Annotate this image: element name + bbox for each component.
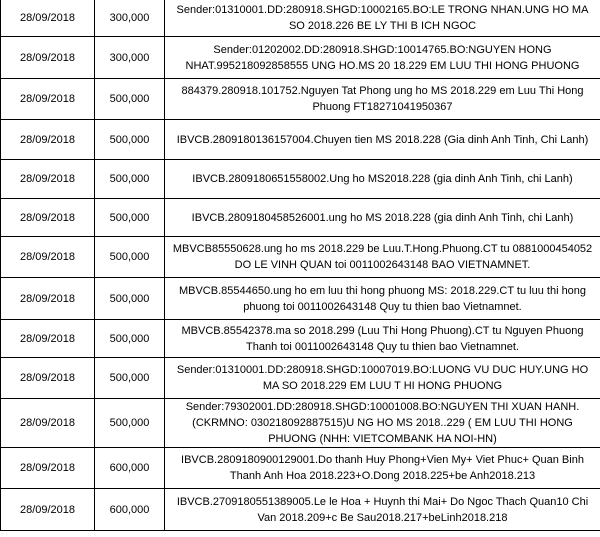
table-row — [1, 320, 600, 358]
description-cell: Sender:79302001.DD:280918.SHGD:10001008.BO:NGUYEN THI XUAN HANH.(CKRMNO: 030218092887515)U NG HO MS 2018..229 ( EM LUU THI HONG PHUONG (NHH: VIETCOMBANK HA NOI-HN) — [165, 399, 600, 448]
amount-cell: 500,000 — [95, 79, 165, 120]
amount-cell: 500,000 — [95, 320, 165, 358]
table-row — [1, 199, 600, 237]
amount-cell: 500,000 — [95, 120, 165, 160]
description-cell: MBVCB.85544650.ung ho em luu thi hong phuong MS: 2018.229.CT tu luu thi hong phuong toi 0011002643148 Quy tu thien bao Vietnamnet. — [165, 278, 600, 320]
table-row — [1, 448, 600, 489]
amount-cell: 500,000 — [95, 278, 165, 320]
table-row — [1, 160, 600, 199]
date-cell: 28/09/2018 — [1, 0, 95, 37]
date-cell: 28/09/2018 — [1, 448, 95, 489]
table-row — [1, 237, 600, 278]
date-cell: 28/09/2018 — [1, 160, 95, 199]
amount-cell: 600,000 — [95, 448, 165, 489]
description-cell: 884379.280918.101752.Nguyen Tat Phong ung ho MS 2018.229 em Luu Thi Hong Phuong FT18271041950367 — [165, 79, 600, 120]
amount-cell: 300,000 — [95, 37, 165, 79]
table-row — [1, 489, 600, 531]
description-cell: IBVCB.2709180551389005.Le le Hoa + Huynh thi Mai+ Do Ngoc Thach Quan10 Chi Van 2018.209+c Be Sau2018.217+beLinh2018.218 — [165, 489, 600, 531]
amount-cell: 500,000 — [95, 160, 165, 199]
table-row — [1, 358, 600, 399]
description-cell: MBVCB85550628.ung ho ms 2018.229 be Luu.T.Hong.Phuong.CT tu 0881000454052 DO LE VINH QUAN toi 0011002643148 BAO VIETNAMNET. — [165, 237, 600, 278]
date-cell: 28/09/2018 — [1, 320, 95, 358]
table-row — [1, 37, 600, 79]
date-cell: 28/09/2018 — [1, 199, 95, 237]
amount-cell: 500,000 — [95, 237, 165, 278]
amount-cell: 600,000 — [95, 489, 165, 531]
description-cell: IBVCB.2809180458526001.ung ho MS 2018.228 (gia dinh Anh Tinh, chi Lanh) — [165, 199, 600, 237]
amount-cell: 500,000 — [95, 358, 165, 399]
description-cell: IBVCB.2809180651558002.Ung ho MS2018.228 (gia dinh Anh Tinh, chi Lanh) — [165, 160, 600, 199]
amount-cell: 500,000 — [95, 199, 165, 237]
date-cell: 28/09/2018 — [1, 237, 95, 278]
description-cell: Sender:01310001.DD:280918.SHGD:10007019.BO:LUONG VU DUC HUY.UNG HO MA SO 2018.229 EM LUU T HI HONG PHUONG — [165, 358, 600, 399]
date-cell: 28/09/2018 — [1, 79, 95, 120]
date-cell: 28/09/2018 — [1, 278, 95, 320]
date-cell: 28/09/2018 — [1, 489, 95, 531]
description-cell: MBVCB.85542378.ma so 2018.299 (Luu Thi Hong Phuong).CT tu Nguyen Phuong Thanh toi 0011002643148 Quy tu thien bao Vietnamnet. — [165, 320, 600, 358]
date-cell: 28/09/2018 — [1, 399, 95, 448]
table-row — [1, 399, 600, 448]
description-cell: IBVCB.2809180900129001.Do thanh Huy Phong+Vien My+ Viet Phuc+ Quan Binh Thanh Anh Hoa 2018.223+O.Dong 2018.225+be Anh2018.213 — [165, 448, 600, 489]
table-row — [1, 79, 600, 120]
date-cell: 28/09/2018 — [1, 37, 95, 79]
amount-cell: 500,000 — [95, 399, 165, 448]
description-cell: Sender:01310001.DD:280918.SHGD:10002165.BO:LE TRONG NHAN.UNG HO MA SO 2018.226 BE LY THI B ICH NGOC — [165, 0, 600, 37]
table-row — [1, 278, 600, 320]
description-cell: Sender:01202002.DD:280918.SHGD:10014765.BO:NGUYEN HONG NHAT.995218092858555 UNG HO.MS 20 18.229 EM LUU THI HONG PHUONG — [165, 37, 600, 79]
description-cell: IBVCB.2809180136157004.Chuyen tien MS 2018.228 (Gia dinh Anh Tinh, Chi Lanh) — [165, 120, 600, 160]
date-cell: 28/09/2018 — [1, 120, 95, 160]
table-row — [1, 120, 600, 160]
amount-cell: 300,000 — [95, 0, 165, 37]
date-cell: 28/09/2018 — [1, 358, 95, 399]
table-row — [1, 0, 600, 37]
